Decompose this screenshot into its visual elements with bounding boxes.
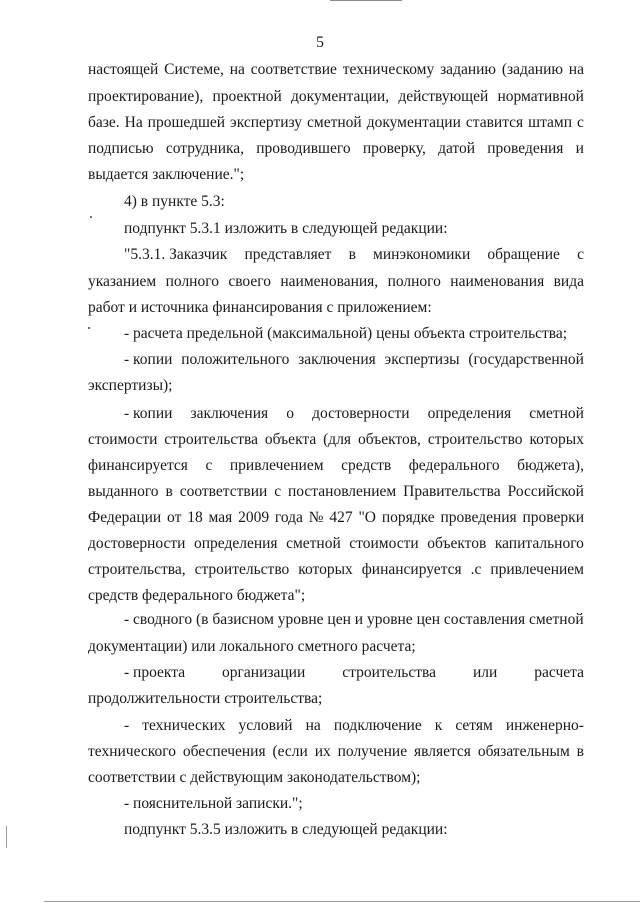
word: проектной	[212, 88, 282, 105]
word: указанием	[88, 273, 157, 290]
word: выданного	[88, 483, 159, 500]
word: действующей	[398, 88, 489, 105]
word: постановлением	[288, 483, 397, 500]
word: сметной	[307, 114, 362, 131]
word: 18	[187, 509, 203, 526]
word: вида	[553, 273, 584, 290]
word: проверки	[522, 509, 584, 526]
word: года	[274, 509, 303, 526]
text-line	[88, 430, 584, 450]
stray-dot	[88, 327, 90, 329]
word: штамп	[528, 114, 573, 131]
word: привлечением	[490, 561, 584, 578]
text-line	[88, 272, 584, 292]
text-line	[88, 87, 584, 107]
word: проводившего	[256, 140, 351, 157]
word: технического	[88, 743, 176, 760]
word: - копии	[124, 351, 173, 368]
text-line: соответствии с действующим законодательством);	[88, 769, 421, 786]
word: проверку,	[362, 140, 426, 157]
word: строительства	[164, 431, 259, 448]
stray-dot	[90, 216, 92, 218]
word: от	[167, 509, 182, 526]
word: проведения	[440, 509, 517, 526]
word: строительства,	[88, 561, 186, 578]
word: ставится	[465, 114, 524, 131]
word: которых	[529, 431, 584, 448]
word: в	[348, 246, 356, 263]
text-line: экспертизы);	[88, 377, 173, 394]
text-line: выдается заключение.";	[88, 166, 245, 183]
word: заключения	[190, 405, 269, 422]
word: подписью	[88, 140, 154, 157]
word: с	[205, 457, 213, 474]
word: 427	[329, 509, 353, 526]
word: капитального	[494, 535, 584, 552]
text-line: подпункт 5.3.5 изложить в следующей редакции:	[124, 821, 448, 838]
text-line: - сводного (в базисном уровне цен и уровне цен составления сметной	[124, 611, 584, 628]
word: заданию	[440, 61, 497, 78]
word: определения	[193, 535, 278, 552]
text-line	[88, 560, 584, 580]
word: обеспечения	[182, 743, 266, 760]
word: наименования	[450, 273, 545, 290]
word: является	[413, 743, 471, 760]
word: строительство	[194, 561, 290, 578]
top-rule	[330, 0, 402, 1]
word: объектов,	[357, 431, 421, 448]
word: подключение	[333, 717, 422, 734]
word: или	[472, 664, 498, 681]
word: достоверности	[88, 535, 186, 552]
text-line: работ и источника финансирования с приложением:	[88, 299, 432, 316]
word: и	[575, 140, 584, 157]
word: нормативной	[497, 88, 584, 105]
text-line	[124, 663, 584, 683]
word: (для	[323, 431, 352, 448]
word: базе.	[88, 114, 120, 131]
word: стоимости	[88, 431, 158, 448]
word: определения	[427, 405, 512, 422]
word: объектов	[427, 535, 487, 552]
text-line	[124, 245, 584, 265]
word: №	[308, 509, 324, 526]
word: настоящей	[88, 61, 159, 78]
text-line	[124, 716, 584, 736]
text-line	[88, 139, 584, 159]
word: - проекта	[124, 664, 186, 681]
text-line	[88, 482, 584, 502]
word: обязательным	[477, 743, 570, 760]
text-line	[88, 113, 584, 133]
word: полного	[387, 273, 441, 290]
word: их	[314, 743, 331, 760]
text-line: средств федерального бюджета";	[88, 587, 306, 604]
word: организации	[222, 664, 306, 681]
word: своего	[228, 273, 271, 290]
word: привлечением	[229, 457, 324, 474]
word: на	[568, 61, 584, 78]
word: прошедшей	[147, 114, 226, 131]
word: датой	[438, 140, 476, 157]
word: сетям	[455, 717, 493, 734]
text-line	[88, 508, 584, 528]
text-line	[88, 742, 584, 762]
word: обращение	[487, 246, 560, 263]
text-line	[124, 404, 584, 424]
word: техническому	[342, 61, 435, 78]
word: федерального	[408, 457, 500, 474]
page-number: 5	[316, 34, 324, 51]
word: с	[274, 483, 282, 500]
word: соответствие	[250, 61, 337, 78]
word: Российской	[507, 483, 584, 500]
word: На	[124, 114, 143, 131]
word: бюджета),	[517, 457, 584, 474]
word: документации	[366, 114, 461, 131]
word: (государственной	[468, 351, 584, 368]
word: наименования,	[280, 273, 379, 290]
word: экспертизу	[230, 114, 303, 131]
word: достоверности	[312, 405, 410, 422]
word: (заданию	[501, 61, 563, 78]
word: положительного	[181, 351, 290, 368]
word: сметной	[286, 535, 341, 552]
word: инженерно-	[505, 717, 584, 734]
word: минэкономики	[373, 246, 471, 263]
word: экспертизы	[384, 351, 460, 368]
text-line	[88, 534, 584, 554]
text-line: 4) в пункте 5.3:	[124, 193, 225, 210]
word: соответствии	[179, 483, 268, 500]
text-line: продолжительности строительства;	[88, 690, 323, 707]
word: средств	[341, 457, 392, 474]
margin-mark	[6, 826, 7, 848]
word: документации,	[291, 88, 390, 105]
word: представляет	[244, 246, 332, 263]
word: в	[576, 743, 584, 760]
word: расчета	[534, 664, 584, 681]
word: мая	[208, 509, 233, 526]
text-line: подпункт 5.3.1 изложить в следующей редакции:	[124, 220, 448, 237]
text-line: - пояснительной записки.";	[124, 795, 303, 812]
word: технических	[142, 717, 226, 734]
word: порядке	[381, 509, 435, 526]
word: полного	[165, 273, 219, 290]
word: Правительства	[403, 483, 501, 500]
word: сметной	[529, 405, 584, 422]
text-line: документации) или локального сметного расчета;	[88, 638, 416, 655]
word: (если	[272, 743, 308, 760]
word: Системе,	[164, 61, 224, 78]
word: на	[229, 61, 245, 78]
word: получение	[337, 743, 408, 760]
word: стоимости	[349, 535, 419, 552]
word: которых	[298, 561, 353, 578]
word: -	[124, 717, 130, 734]
text-line	[124, 350, 584, 370]
text-line: - расчета предельной (максимальной) цены объекта строительства;	[124, 325, 568, 342]
word: .с	[470, 561, 482, 578]
word: объекта	[264, 431, 317, 448]
word: к	[434, 717, 443, 734]
word: финансируется	[88, 457, 188, 474]
word: проектирование),	[88, 88, 204, 105]
word: проведения	[487, 140, 564, 157]
word: с	[577, 114, 584, 131]
word: финансируется	[361, 561, 462, 578]
word: сотрудника,	[165, 140, 245, 157]
word: в	[165, 483, 173, 500]
word: Федерации	[88, 509, 162, 526]
word: строительства	[342, 664, 436, 681]
bottom-rule	[44, 901, 640, 902]
text-line	[88, 456, 584, 476]
word: "О	[358, 509, 376, 526]
word: заключения	[298, 351, 376, 368]
word: строительство	[427, 431, 523, 448]
word: - копии	[124, 405, 173, 422]
text-line	[88, 60, 584, 80]
word: условий	[238, 717, 293, 734]
word: 2009	[238, 509, 270, 526]
word: "5.3.1. Заказчик	[124, 246, 228, 263]
word: о	[286, 405, 294, 422]
word: с	[577, 246, 584, 263]
word: на	[305, 717, 321, 734]
